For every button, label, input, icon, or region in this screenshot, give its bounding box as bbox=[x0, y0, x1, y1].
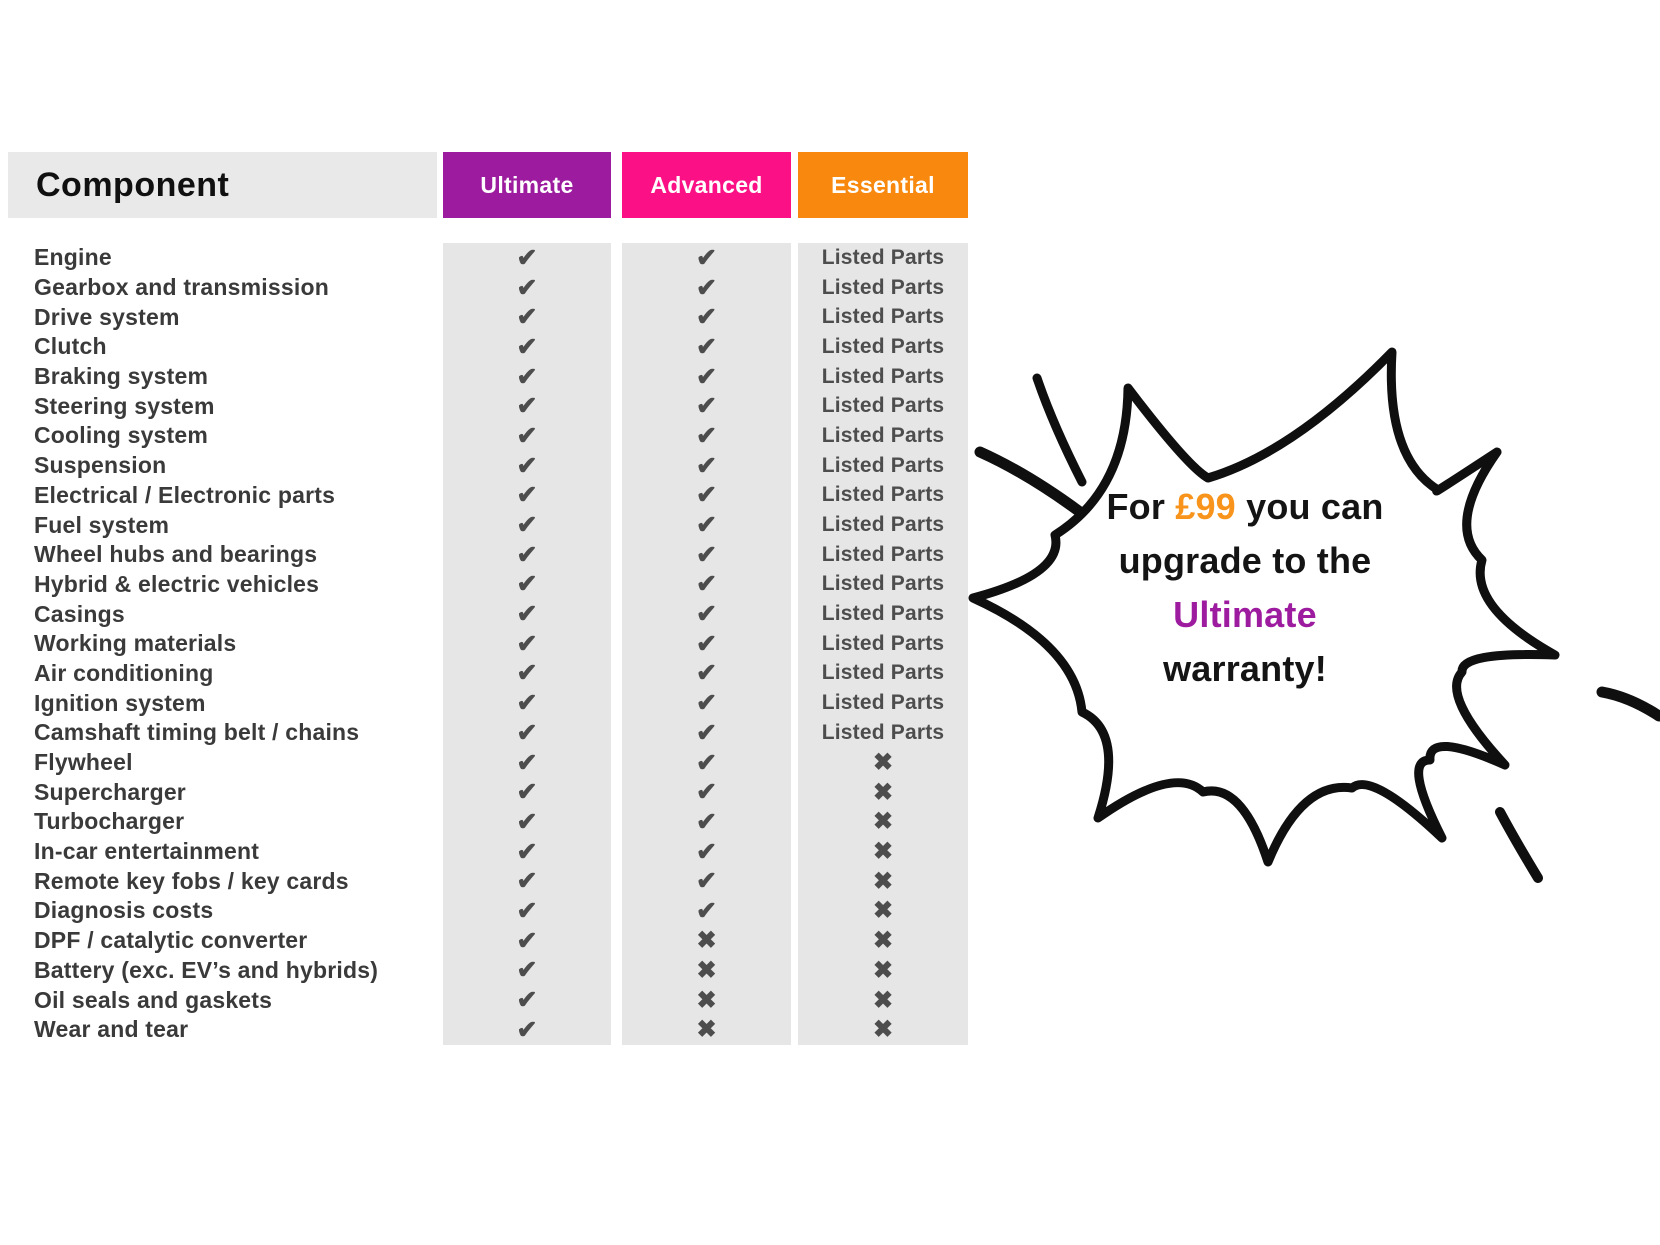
callout-text bbox=[1030, 480, 1460, 696]
check-icon: ✔ bbox=[516, 392, 538, 421]
listed-parts-label: Listed Parts bbox=[821, 542, 945, 566]
check-icon: ✔ bbox=[516, 718, 538, 747]
callout-line-1-suffix: you can bbox=[1235, 486, 1384, 527]
component-label: Air conditioning bbox=[34, 659, 214, 686]
component-label: Engine bbox=[34, 244, 112, 271]
component-column bbox=[8, 243, 437, 1045]
check-icon: ✔ bbox=[516, 362, 538, 391]
check-icon: ✔ bbox=[696, 570, 717, 599]
component-label: Camshaft timing belt / chains bbox=[34, 719, 360, 746]
cross-icon: ✖ bbox=[872, 808, 894, 836]
check-icon: ✔ bbox=[696, 837, 717, 866]
check-icon: ✔ bbox=[696, 392, 717, 421]
speed-line-icon bbox=[1500, 812, 1538, 878]
callout-line-1-prefix: For bbox=[1106, 486, 1176, 527]
cross-icon: ✖ bbox=[696, 927, 717, 955]
component-label: Wheel hubs and bearings bbox=[34, 541, 318, 568]
check-icon: ✔ bbox=[696, 659, 717, 688]
check-icon: ✔ bbox=[516, 600, 538, 629]
listed-parts-label: Listed Parts bbox=[821, 245, 945, 269]
check-icon: ✔ bbox=[516, 332, 538, 361]
check-icon: ✔ bbox=[516, 451, 538, 480]
component-label: Turbocharger bbox=[34, 808, 185, 835]
cross-icon: ✖ bbox=[696, 986, 717, 1014]
check-icon: ✔ bbox=[696, 600, 717, 629]
component-label: Remote key fobs / key cards bbox=[34, 867, 349, 894]
component-label: Working materials bbox=[34, 630, 237, 657]
check-icon: ✔ bbox=[696, 421, 717, 450]
listed-parts-label: Listed Parts bbox=[821, 275, 945, 299]
component-label: Cooling system bbox=[34, 422, 209, 449]
component-label: Battery (exc. EV’s and hybrids) bbox=[34, 956, 379, 983]
check-icon: ✔ bbox=[516, 689, 538, 718]
advanced-column bbox=[622, 243, 791, 1045]
component-label: Suspension bbox=[34, 452, 167, 479]
check-icon: ✔ bbox=[516, 421, 538, 450]
callout-line-1 bbox=[1030, 480, 1460, 534]
listed-parts-label: Listed Parts bbox=[821, 394, 945, 418]
check-icon: ✔ bbox=[696, 689, 717, 718]
callout-line-4: warranty! bbox=[1163, 648, 1327, 689]
check-icon: ✔ bbox=[516, 956, 538, 985]
listed-parts-label: Listed Parts bbox=[821, 631, 945, 655]
cross-icon: ✖ bbox=[872, 838, 894, 866]
check-icon: ✔ bbox=[696, 243, 717, 272]
advanced-header bbox=[622, 152, 791, 218]
cross-icon: ✖ bbox=[872, 778, 894, 806]
check-icon: ✔ bbox=[516, 243, 538, 272]
component-label: Gearbox and transmission bbox=[34, 274, 329, 301]
check-icon: ✔ bbox=[696, 718, 717, 747]
component-label: DPF / catalytic converter bbox=[34, 927, 308, 954]
listed-parts-label: Listed Parts bbox=[821, 513, 945, 537]
listed-parts-label: Listed Parts bbox=[821, 423, 945, 447]
check-icon: ✔ bbox=[516, 303, 538, 332]
component-label: Electrical / Electronic parts bbox=[34, 481, 336, 508]
check-icon: ✔ bbox=[696, 867, 717, 896]
check-icon: ✔ bbox=[696, 748, 717, 777]
listed-parts-label: Listed Parts bbox=[821, 334, 945, 358]
component-label: Oil seals and gaskets bbox=[34, 986, 273, 1013]
listed-parts-label: Listed Parts bbox=[821, 720, 945, 744]
check-icon: ✔ bbox=[696, 896, 717, 925]
essential-header bbox=[798, 152, 968, 218]
speed-line-icon bbox=[1037, 378, 1082, 482]
check-icon: ✔ bbox=[516, 896, 538, 925]
check-icon: ✔ bbox=[516, 867, 538, 896]
component-label: Ignition system bbox=[34, 689, 206, 716]
check-icon: ✔ bbox=[516, 273, 538, 302]
check-icon: ✔ bbox=[516, 837, 538, 866]
listed-parts-label: Listed Parts bbox=[821, 364, 945, 388]
component-label: Fuel system bbox=[34, 511, 170, 538]
listed-parts-label: Listed Parts bbox=[821, 602, 945, 626]
check-icon: ✔ bbox=[696, 362, 717, 391]
check-icon: ✔ bbox=[516, 629, 538, 658]
check-icon: ✔ bbox=[516, 778, 538, 807]
callout-line-3: Ultimate bbox=[1173, 594, 1317, 635]
check-icon: ✔ bbox=[516, 659, 538, 688]
component-label: In-car entertainment bbox=[34, 838, 260, 865]
component-label: Supercharger bbox=[34, 778, 186, 805]
check-icon: ✔ bbox=[516, 748, 538, 777]
component-label: Drive system bbox=[34, 303, 180, 330]
component-label: Wear and tear bbox=[34, 1016, 189, 1043]
component-label: Braking system bbox=[34, 363, 209, 390]
component-label: Clutch bbox=[34, 333, 107, 360]
listed-parts-label: Listed Parts bbox=[821, 572, 945, 596]
component-header bbox=[8, 152, 437, 218]
check-icon: ✔ bbox=[696, 778, 717, 807]
check-icon: ✔ bbox=[516, 511, 538, 540]
cross-icon: ✖ bbox=[872, 986, 894, 1014]
check-icon: ✔ bbox=[696, 273, 717, 302]
cross-icon: ✖ bbox=[872, 867, 894, 895]
ultimate-header bbox=[443, 152, 611, 218]
check-icon: ✔ bbox=[516, 570, 538, 599]
check-icon: ✔ bbox=[696, 511, 717, 540]
price-text: £99 bbox=[1175, 486, 1236, 527]
check-icon: ✔ bbox=[516, 540, 538, 569]
check-icon: ✔ bbox=[696, 303, 717, 332]
component-label: Diagnosis costs bbox=[34, 897, 214, 924]
speed-line-icon bbox=[1602, 692, 1659, 716]
check-icon: ✔ bbox=[516, 481, 538, 510]
essential-header-label: Essential bbox=[831, 171, 935, 198]
cross-icon: ✖ bbox=[872, 749, 894, 777]
check-icon: ✔ bbox=[516, 807, 538, 836]
check-icon: ✔ bbox=[696, 332, 717, 361]
check-icon: ✔ bbox=[696, 540, 717, 569]
ultimate-column bbox=[443, 243, 611, 1045]
cross-icon: ✖ bbox=[872, 956, 894, 984]
cross-icon: ✖ bbox=[872, 897, 894, 925]
cross-icon: ✖ bbox=[696, 1016, 717, 1044]
check-icon: ✔ bbox=[516, 1015, 538, 1044]
listed-parts-label: Listed Parts bbox=[821, 661, 945, 685]
listed-parts-label: Listed Parts bbox=[821, 453, 945, 477]
check-icon: ✔ bbox=[696, 451, 717, 480]
cross-icon: ✖ bbox=[696, 956, 717, 984]
component-label: Casings bbox=[34, 600, 125, 627]
listed-parts-label: Listed Parts bbox=[821, 691, 945, 715]
cross-icon: ✖ bbox=[872, 927, 894, 955]
listed-parts-label: Listed Parts bbox=[821, 483, 945, 507]
component-header-label: Component bbox=[36, 165, 230, 204]
ultimate-header-label: Ultimate bbox=[480, 171, 574, 198]
advanced-header-label: Advanced bbox=[650, 171, 763, 198]
component-label: Steering system bbox=[34, 392, 215, 419]
component-label: Flywheel bbox=[34, 749, 133, 776]
cross-icon: ✖ bbox=[872, 1016, 894, 1044]
callout-line-2: upgrade to the bbox=[1118, 540, 1372, 581]
check-icon: ✔ bbox=[516, 986, 538, 1015]
listed-parts-label: Listed Parts bbox=[821, 305, 945, 329]
check-icon: ✔ bbox=[516, 926, 538, 955]
check-icon: ✔ bbox=[696, 807, 717, 836]
check-icon: ✔ bbox=[696, 629, 717, 658]
component-label: Hybrid & electric vehicles bbox=[34, 570, 320, 597]
check-icon: ✔ bbox=[696, 481, 717, 510]
